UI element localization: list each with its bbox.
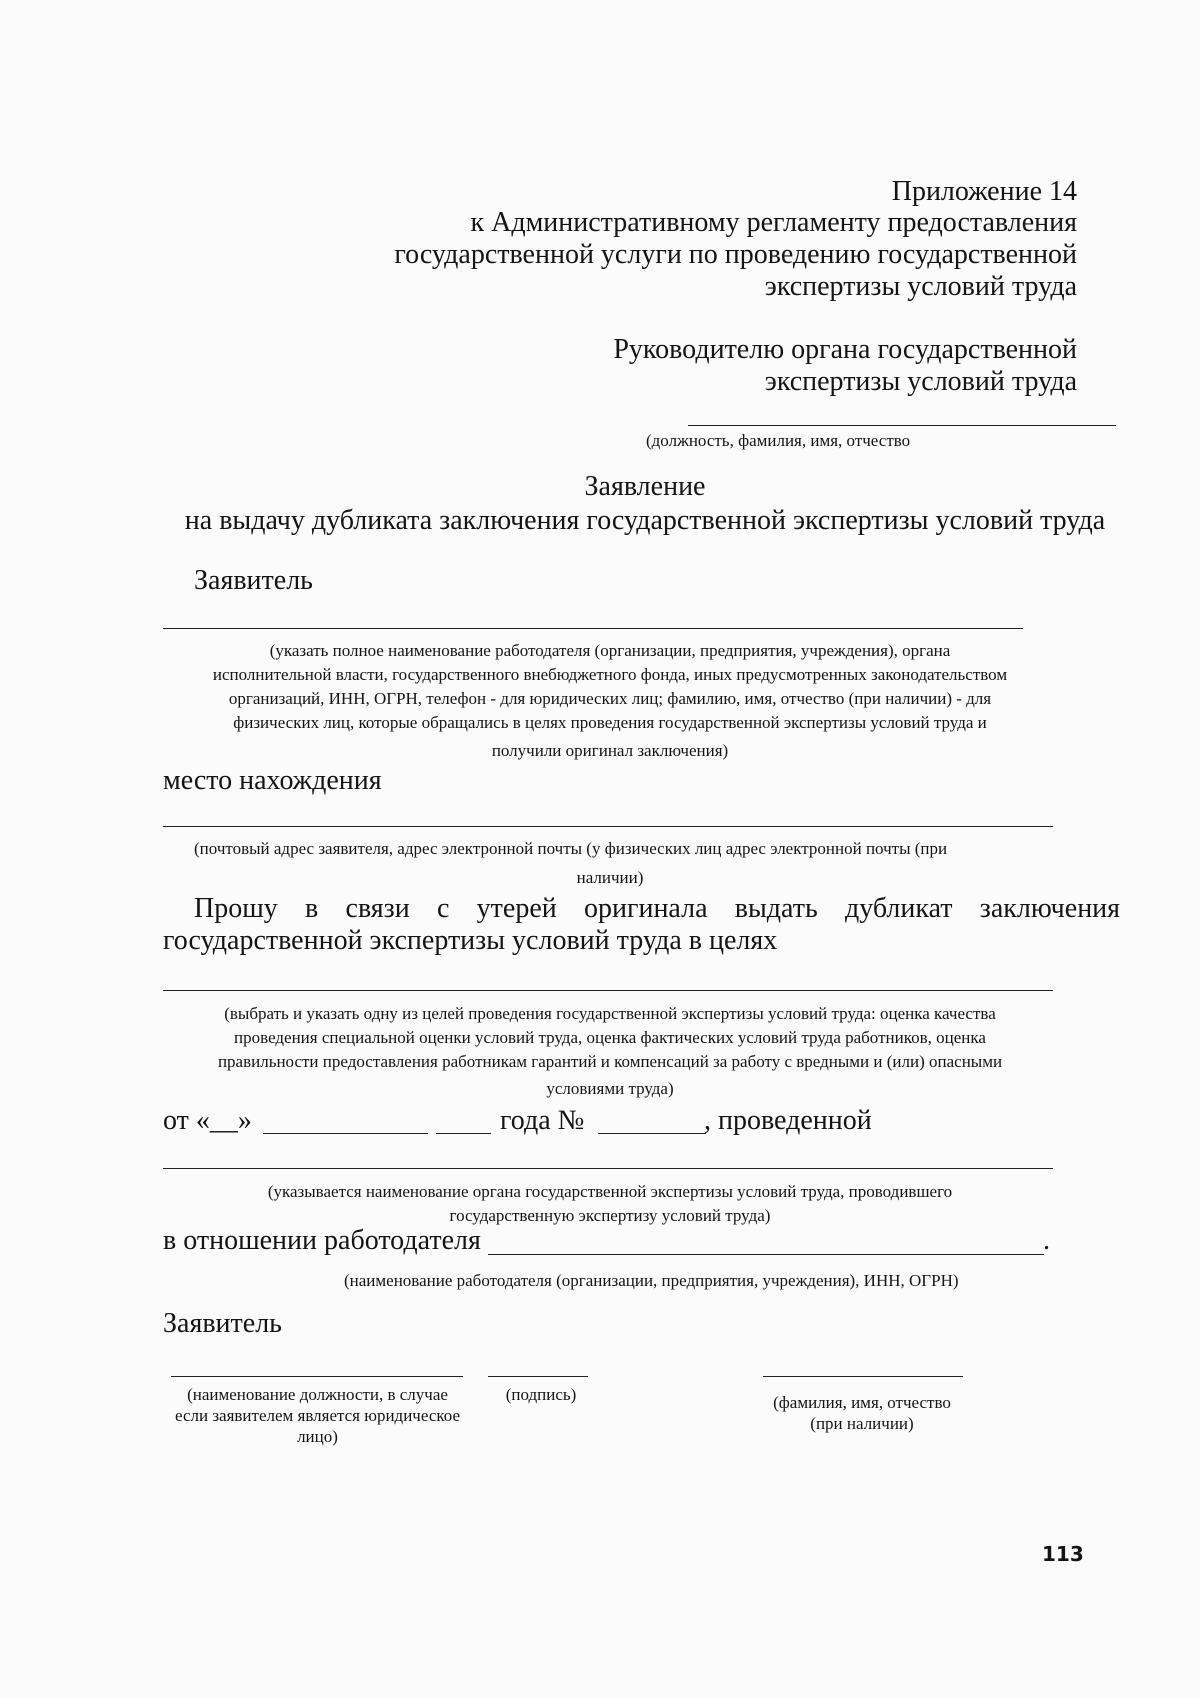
page-number: 113	[1042, 1542, 1084, 1566]
date-year-blank	[436, 1133, 491, 1134]
employer-caption: (наименование работодателя (организации, предприятия, учреждения), ИНН, ОГРН)	[344, 1271, 959, 1290]
location-label: место нахождения	[163, 765, 382, 796]
employer-label: в отношении работодателя	[163, 1225, 481, 1256]
date-month-blank	[263, 1133, 428, 1134]
signature-blank-line	[488, 1376, 588, 1377]
name-caption-1: (фамилия, имя, отчество	[773, 1393, 951, 1412]
position-caption-3: лицо)	[297, 1427, 338, 1446]
applicant-blank-line	[163, 628, 1023, 629]
appendix-line-3: государственной услуги по проведению государственной	[394, 239, 1077, 270]
position-caption-1: (наименование должности, в случае	[187, 1385, 448, 1404]
document-title: Заявление	[584, 471, 706, 502]
purpose-caption-1: (выбрать и указать одну из целей проведения государственной экспертизы условий труда: оценка качества	[224, 1004, 996, 1023]
applicant-label: Заявитель	[194, 565, 313, 596]
applicant-caption-1: (указать полное наименование работодателя (организации, предприятия, учреждения), органа	[269, 641, 951, 660]
location-caption-2: наличии)	[576, 868, 644, 887]
addressee-caption: (должность, фамилия, имя, отчество	[646, 431, 911, 450]
addressee-line-2: экспертизы условий труда	[764, 366, 1077, 397]
employer-blank-line	[488, 1254, 1044, 1255]
applicant-caption-3: организаций, ИНН, ОГРН, телефон - для юридических лиц; фамилию, имя, отчество (при наличии) - для	[228, 689, 992, 708]
signature-caption: (подпись)	[505, 1385, 577, 1404]
request-line-1: Прошу в связи с утерей оригинала выдать дубликат заключения	[194, 893, 1121, 924]
applicant-caption-5: получили оригинал заключения)	[491, 741, 729, 760]
purpose-caption-3: правильности предоставления работникам гарантий и компенсаций за работу с вредными и (или) опасными	[217, 1052, 1003, 1071]
document-subtitle: на выдачу дубликата заключения государственной экспертизы условий труда	[184, 505, 1106, 536]
signature-applicant-label: Заявитель	[163, 1308, 282, 1339]
date-from-label: от «__»	[163, 1105, 252, 1136]
request-line-2: государственной экспертизы условий труда в целях	[163, 925, 778, 956]
applicant-caption-4: физических лиц, которые обращались в целях проведения государственной экспертизы условий труда и	[233, 713, 987, 732]
appendix-line-4: экспертизы условий труда	[764, 271, 1077, 302]
position-caption-2: если заявителем является юридическое	[174, 1406, 461, 1425]
name-caption-2: (при наличии)	[810, 1414, 914, 1433]
name-blank-line	[763, 1376, 963, 1377]
organ-caption-1: (указывается наименование органа государственной экспертизы условий труда, проводившего	[267, 1182, 953, 1201]
purpose-caption-2: проведения специальной оценки условий труда, оценка фактических условий труда работников, оценка	[234, 1028, 986, 1047]
organ-caption-2: государственную экспертизу условий труда)	[449, 1206, 771, 1225]
employer-period: .	[1043, 1225, 1050, 1256]
location-caption-1: (почтовый адрес заявителя, адрес электронной почты (у физических лиц адрес электронной почты (при	[194, 839, 948, 858]
conducted-label: , проведенной	[704, 1105, 872, 1136]
addressee-line-1: Руководителю органа государственной	[613, 334, 1077, 365]
purpose-blank-line	[163, 990, 1053, 991]
appendix-line-2: к Административному регламенту предоставления	[470, 207, 1077, 238]
applicant-caption-2: исполнительной власти, государственного внебюджетного фонда, иных предусмотренных законодательством	[212, 665, 1008, 684]
position-blank-line	[171, 1376, 463, 1377]
organ-blank-line	[163, 1168, 1053, 1169]
year-number-label: года №	[500, 1105, 585, 1136]
location-blank-line	[163, 826, 1053, 827]
purpose-caption-4: условиями труда)	[546, 1079, 674, 1098]
appendix-number: Приложение 14	[891, 176, 1077, 207]
number-blank	[598, 1133, 706, 1134]
addressee-blank-line	[688, 425, 1116, 426]
